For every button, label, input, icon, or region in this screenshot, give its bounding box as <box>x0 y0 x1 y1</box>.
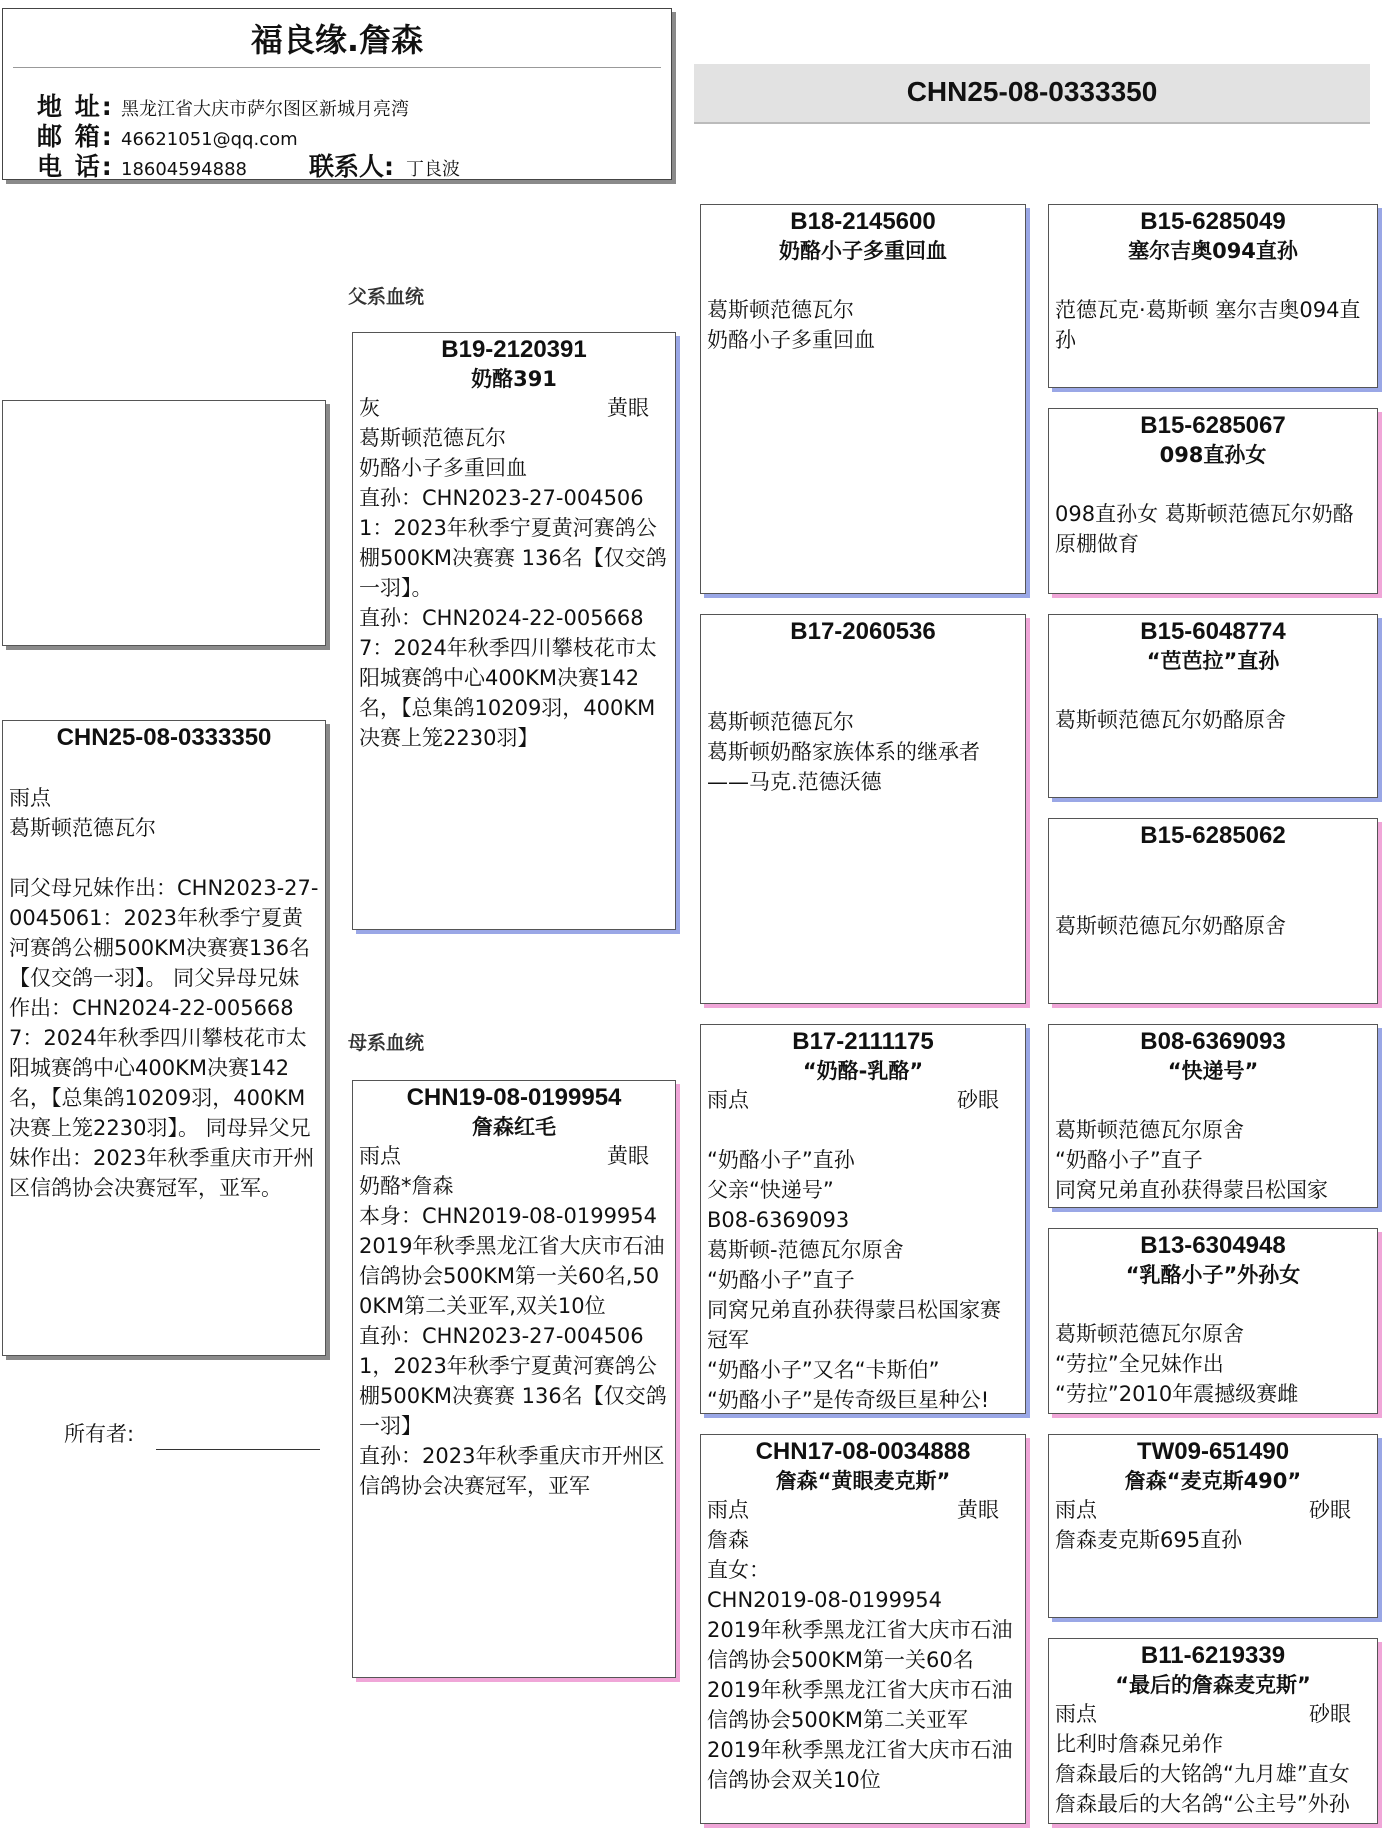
sss-ring-id: B15-6285049 <box>1140 208 1286 235</box>
dam-eye: 黄眼 <box>607 1144 649 1168</box>
header-divider <box>13 67 661 68</box>
sire-card <box>352 332 676 930</box>
sds-notes: 葛斯顿范德瓦尔奶酪原舍 <box>1055 708 1286 732</box>
sire-dam-card <box>700 614 1026 1004</box>
dam-ring-id: CHN19-08-0199954 <box>406 1084 622 1111</box>
sire-sire-card <box>700 204 1026 594</box>
sire-dam-line2: 葛斯顿奶酪家族体系的继承者——马克.范德沃德 <box>707 740 980 794</box>
dsd-ring-id: B13-6304948 <box>1140 1232 1286 1259</box>
subject-color: 雨点 <box>9 786 51 810</box>
ddd-color-eye <box>1049 1699 1377 1729</box>
sire-sire-line1: 葛斯顿范德瓦尔 <box>707 298 854 322</box>
dam-dam-name: 詹森“黄眼麦克斯” <box>775 1469 951 1493</box>
pigeon-photo-placeholder <box>2 400 326 646</box>
sire-dam-ring-id: B17-2060536 <box>790 618 936 645</box>
contact-label: 联系人: <box>308 152 394 180</box>
dss-notes: 葛斯顿范德瓦尔原舍 “奶酪小子”直子 同窝兄弟直孙获得蒙吕松国家 <box>1055 1118 1328 1202</box>
sire-color-eye <box>353 393 675 423</box>
dam-card <box>352 1080 676 1678</box>
ssd-ring-id: B15-6285067 <box>1140 412 1286 439</box>
sire-eye: 黄眼 <box>607 396 649 420</box>
sire-ring-id: B19-2120391 <box>441 336 587 363</box>
sire-sire-ring-id: B18-2145600 <box>790 208 936 235</box>
ddd-eye: 砂眼 <box>1309 1702 1351 1726</box>
sss-name: 塞尔吉奥094直孙 <box>1128 239 1298 263</box>
ddd-ring-id: B11-6219339 <box>1140 1642 1286 1669</box>
address-value: 黑龙江省大庆市萨尔图区新城月亮湾 <box>121 99 409 120</box>
dam-section-label: 母系血统 <box>348 1032 425 1054</box>
dam-notes: 本身：CHN2019-08-0199954 2019年秋季黑龙江省大庆市石油信鸽协会500KM第一关60名,500KM第二关亚军,双关10位 直孙：CHN2023-27-0045061，2023年秋季宁夏黄河赛鸽公棚500KM决赛赛 136名【仅交鸽一羽】 直孙：2023年秋季重庆市开州区信鸽协会决赛冠军，亚军 <box>359 1204 667 1498</box>
ring-number-banner: CHN25-08-0333350 <box>694 64 1370 124</box>
dds-notes: 詹森麦克斯695直孙 <box>1055 1528 1243 1552</box>
contact-value: 丁良波 <box>405 159 460 180</box>
sds-ring-id: B15-6048774 <box>1140 618 1286 645</box>
dam-dam-card <box>700 1434 1026 1824</box>
dds-card <box>1048 1434 1378 1618</box>
dam-sire-ring-id: B17-2111175 <box>792 1028 934 1055</box>
dam-sire-color: 雨点 <box>707 1088 749 1112</box>
dsd-notes: 葛斯顿范德瓦尔原舍 “劳拉”全兄妹作出 “劳拉”2010年震撼级赛雌 <box>1055 1322 1299 1406</box>
dam-sire-eye: 砂眼 <box>957 1088 999 1112</box>
dds-color: 雨点 <box>1055 1498 1097 1522</box>
ddd-card <box>1048 1638 1378 1824</box>
dds-color-eye <box>1049 1495 1377 1525</box>
dsd-card <box>1048 1228 1378 1414</box>
ssd-notes: 098直孙女 葛斯顿范德瓦尔奶酪原棚做育 <box>1055 502 1354 556</box>
dam-color-eye <box>353 1141 675 1171</box>
dam-line1: 奶酪*詹森 <box>359 1174 454 1198</box>
sss-notes: 范德瓦克·葛斯顿 塞尔吉奥094直孙 <box>1055 298 1361 352</box>
dss-name: “快递号” <box>1167 1059 1259 1083</box>
dam-name: 詹森红毛 <box>472 1115 556 1139</box>
sire-notes: 直孙：CHN2023-27-0045061：2023年秋季宁夏黄河赛鸽公棚500KM决赛赛 136名【仅交鸽一羽】。 直孙：CHN2024-22-0056687：2024年秋季四川攀枝花市太阳城赛鸽中心400KM决赛142名，【总集鸽10209羽，400KM决赛上笼2230羽】 <box>359 486 667 750</box>
sire-line1: 葛斯顿范德瓦尔 <box>359 426 506 450</box>
ddd-notes: 比利时詹森兄弟作 詹森最后的大铭鸽“九月雄”直女 詹森最后的大名鸽“公主号”外孙 <box>1055 1732 1350 1816</box>
subject-line: 葛斯顿范德瓦尔 <box>9 816 156 840</box>
sire-dam-line1: 葛斯顿范德瓦尔 <box>707 710 854 734</box>
phone-row <box>37 147 460 180</box>
sire-sire-line2: 奶酪小子多重回血 <box>707 328 875 352</box>
address-label: 地 址: <box>37 92 114 121</box>
dam-sire-card <box>700 1024 1026 1414</box>
sire-color: 灰 <box>359 396 380 420</box>
owner-signature-line[interactable] <box>156 1449 320 1450</box>
dam-dam-color: 雨点 <box>707 1498 749 1522</box>
farm-name: 福良缘.詹森 <box>250 21 424 59</box>
sds-card <box>1048 614 1378 798</box>
subject-ring-id: CHN25-08-0333350 <box>56 724 272 751</box>
dds-name: 詹森“麦克斯490” <box>1124 1469 1302 1493</box>
sire-sire-name: 奶酪小子多重回血 <box>779 239 947 263</box>
sdd-notes: 葛斯顿范德瓦尔奶酪原舍 <box>1055 914 1286 938</box>
phone-value: 18604594888 <box>121 159 247 180</box>
dam-sire-notes: “奶酪小子”直孙 父亲“快递号” B08-6369093 葛斯顿-范德瓦尔原舍 “奶酪小子”直子 同窝兄弟直孙获得蒙吕松国家赛冠军 “奶酪小子”又名“卡斯伯” “奶酪小子”是传奇级巨星种公! <box>707 1148 1001 1412</box>
ssd-card <box>1048 408 1378 594</box>
dam-dam-color-eye <box>701 1495 1025 1525</box>
dam-dam-line1: 詹森 <box>707 1528 749 1552</box>
subject-notes: 同父母兄妹作出：CHN2023-27-0045061：2023年秋季宁夏黄河赛鸽公棚500KM决赛赛136名【仅交鸽一羽】。 同父异母兄妹作出：CHN2024-22-0056687：2024年秋季四川攀枝花市太阳城赛鸽中心400KM决赛142名，【总集鸽10209羽，400KM决赛上笼2230羽】。 同母异父兄妹作出：2023年秋季重庆市开州区信鸽协会决赛冠军，亚军。 <box>9 876 319 1200</box>
dds-ring-id: TW09-651490 <box>1136 1438 1290 1465</box>
phone-label: 电 话: <box>37 152 114 180</box>
dss-card <box>1048 1024 1378 1208</box>
sire-section-label: 父系血统 <box>348 286 425 308</box>
ddd-name: “最后的詹森麦克斯” <box>1115 1673 1311 1697</box>
sdd-card <box>1048 818 1378 1004</box>
sds-name: “芭芭拉”直孙 <box>1146 649 1280 673</box>
dam-dam-eye: 黄眼 <box>957 1498 999 1522</box>
ssd-name: 098直孙女 <box>1159 443 1267 467</box>
dsd-name: “乳酪小子”外孙女 <box>1125 1263 1301 1287</box>
sire-line2: 奶酪小子多重回血 <box>359 456 527 480</box>
dss-ring-id: B08-6369093 <box>1140 1028 1286 1055</box>
owner-label: 所有者: <box>64 1422 135 1446</box>
dds-eye: 砂眼 <box>1309 1498 1351 1522</box>
sss-card <box>1048 204 1378 388</box>
email-label: 邮 箱: <box>37 122 114 151</box>
dam-sire-color-eye <box>701 1085 1025 1115</box>
dam-sire-name: “奶酪-乳酪” <box>802 1059 924 1083</box>
sire-name: 奶酪391 <box>471 367 557 391</box>
dam-color: 雨点 <box>359 1144 401 1168</box>
sdd-ring-id: B15-6285062 <box>1140 822 1286 849</box>
email-value: 46621051@qq.com <box>121 129 298 150</box>
dam-dam-notes: 直女： CHN2019-08-0199954 2019年秋季黑龙江省大庆市石油信鸽协会500KM第一关60名 2019年秋季黑龙江省大庆市石油信鸽协会500KM第二关亚军 2019年秋季黑龙江省大庆市石油信鸽协会双关10位 <box>707 1558 1013 1792</box>
dam-dam-ring-id: CHN17-08-0034888 <box>755 1438 971 1465</box>
ddd-color: 雨点 <box>1055 1702 1097 1726</box>
subject-card <box>2 720 326 1356</box>
loft-header-card <box>2 8 672 180</box>
